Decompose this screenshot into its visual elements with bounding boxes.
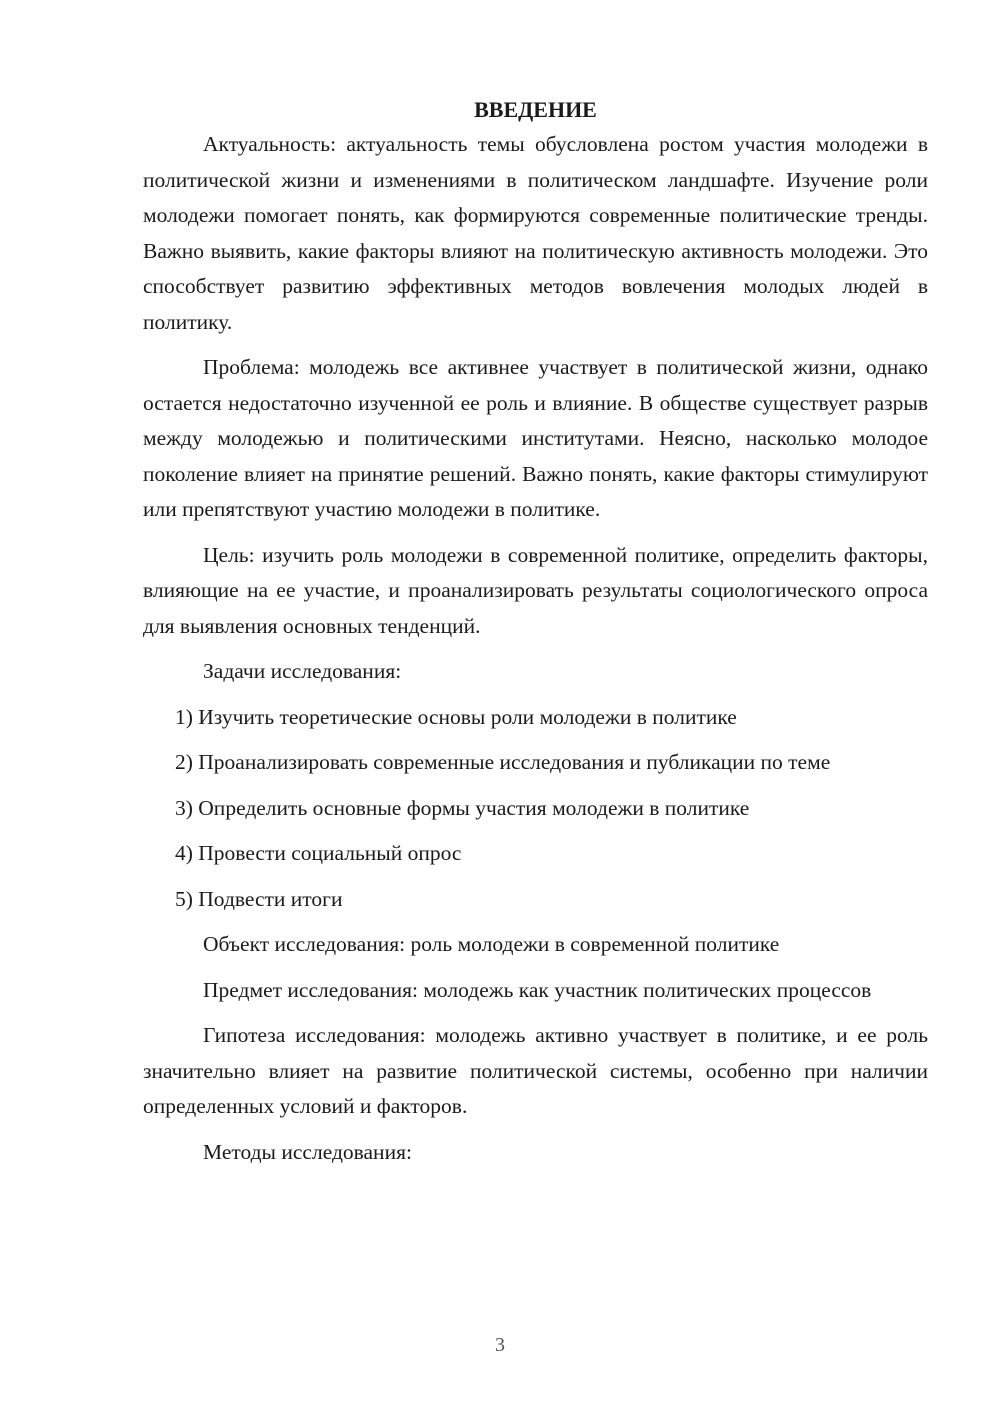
task-item-3: 3) Определить основные формы участия молодежи в политике	[175, 795, 750, 820]
task-item-4: 4) Провести социальный опрос	[175, 841, 462, 865]
task-item-5: 5) Подвести итоги	[175, 886, 343, 911]
task-item-2: 2) Проанализировать современные исследования и публикации по теме	[175, 750, 831, 774]
paragraph-relevance: Актуальность: актуальность темы обусловлена ростом участия молодежи в политической жизни и изменениями в политическом ландшафте. Изучение роли молодежи помогает понять, как формируются современные политические тренды. Важно выявить, какие факторы влияют на политическую активность молодежи. Это способствует развитию эффективных методов вовлечения молодых людей в политику.	[143, 132, 928, 334]
paragraph-object: Объект исследования: роль молодежи в современной политике	[203, 932, 780, 956]
paragraph-hypothesis: Гипотеза исследования: молодежь активно участвует в политике, и ее роль значительно влияет на развитие политической системы, особенно при наличии определенных условий и факторов.	[143, 1023, 928, 1118]
tasks-heading: Задачи исследования:	[203, 659, 402, 683]
task-item-1: 1) Изучить теоретические основы роли молодежи в политике	[175, 704, 737, 729]
document-page	[143, 92, 928, 1180]
page-number: 3	[495, 1334, 505, 1356]
paragraph-subject: Предмет исследования: молодежь как участник политических процессов	[203, 977, 872, 1002]
page-title: ВВЕДЕНИЕ	[474, 97, 597, 122]
paragraph-methods: Методы исследования:	[203, 1139, 412, 1164]
paragraph-problem: Проблема: молодежь все активнее участвует в политической жизни, однако остается недостаточно изученной ее роль и влияние. В обществе существует разрыв между молодежью и политическими институтами. Неясно, насколько молодое поколение влияет на принятие решений. Важно понять, какие факторы стимулируют или препятствуют участию молодежи в политике.	[143, 355, 928, 521]
paragraph-goal: Цель: изучить роль молодежи в современной политике, определить факторы, влияющие на ее участие, и проанализировать результаты социологического опроса для выявления основных тенденций.	[143, 542, 928, 638]
